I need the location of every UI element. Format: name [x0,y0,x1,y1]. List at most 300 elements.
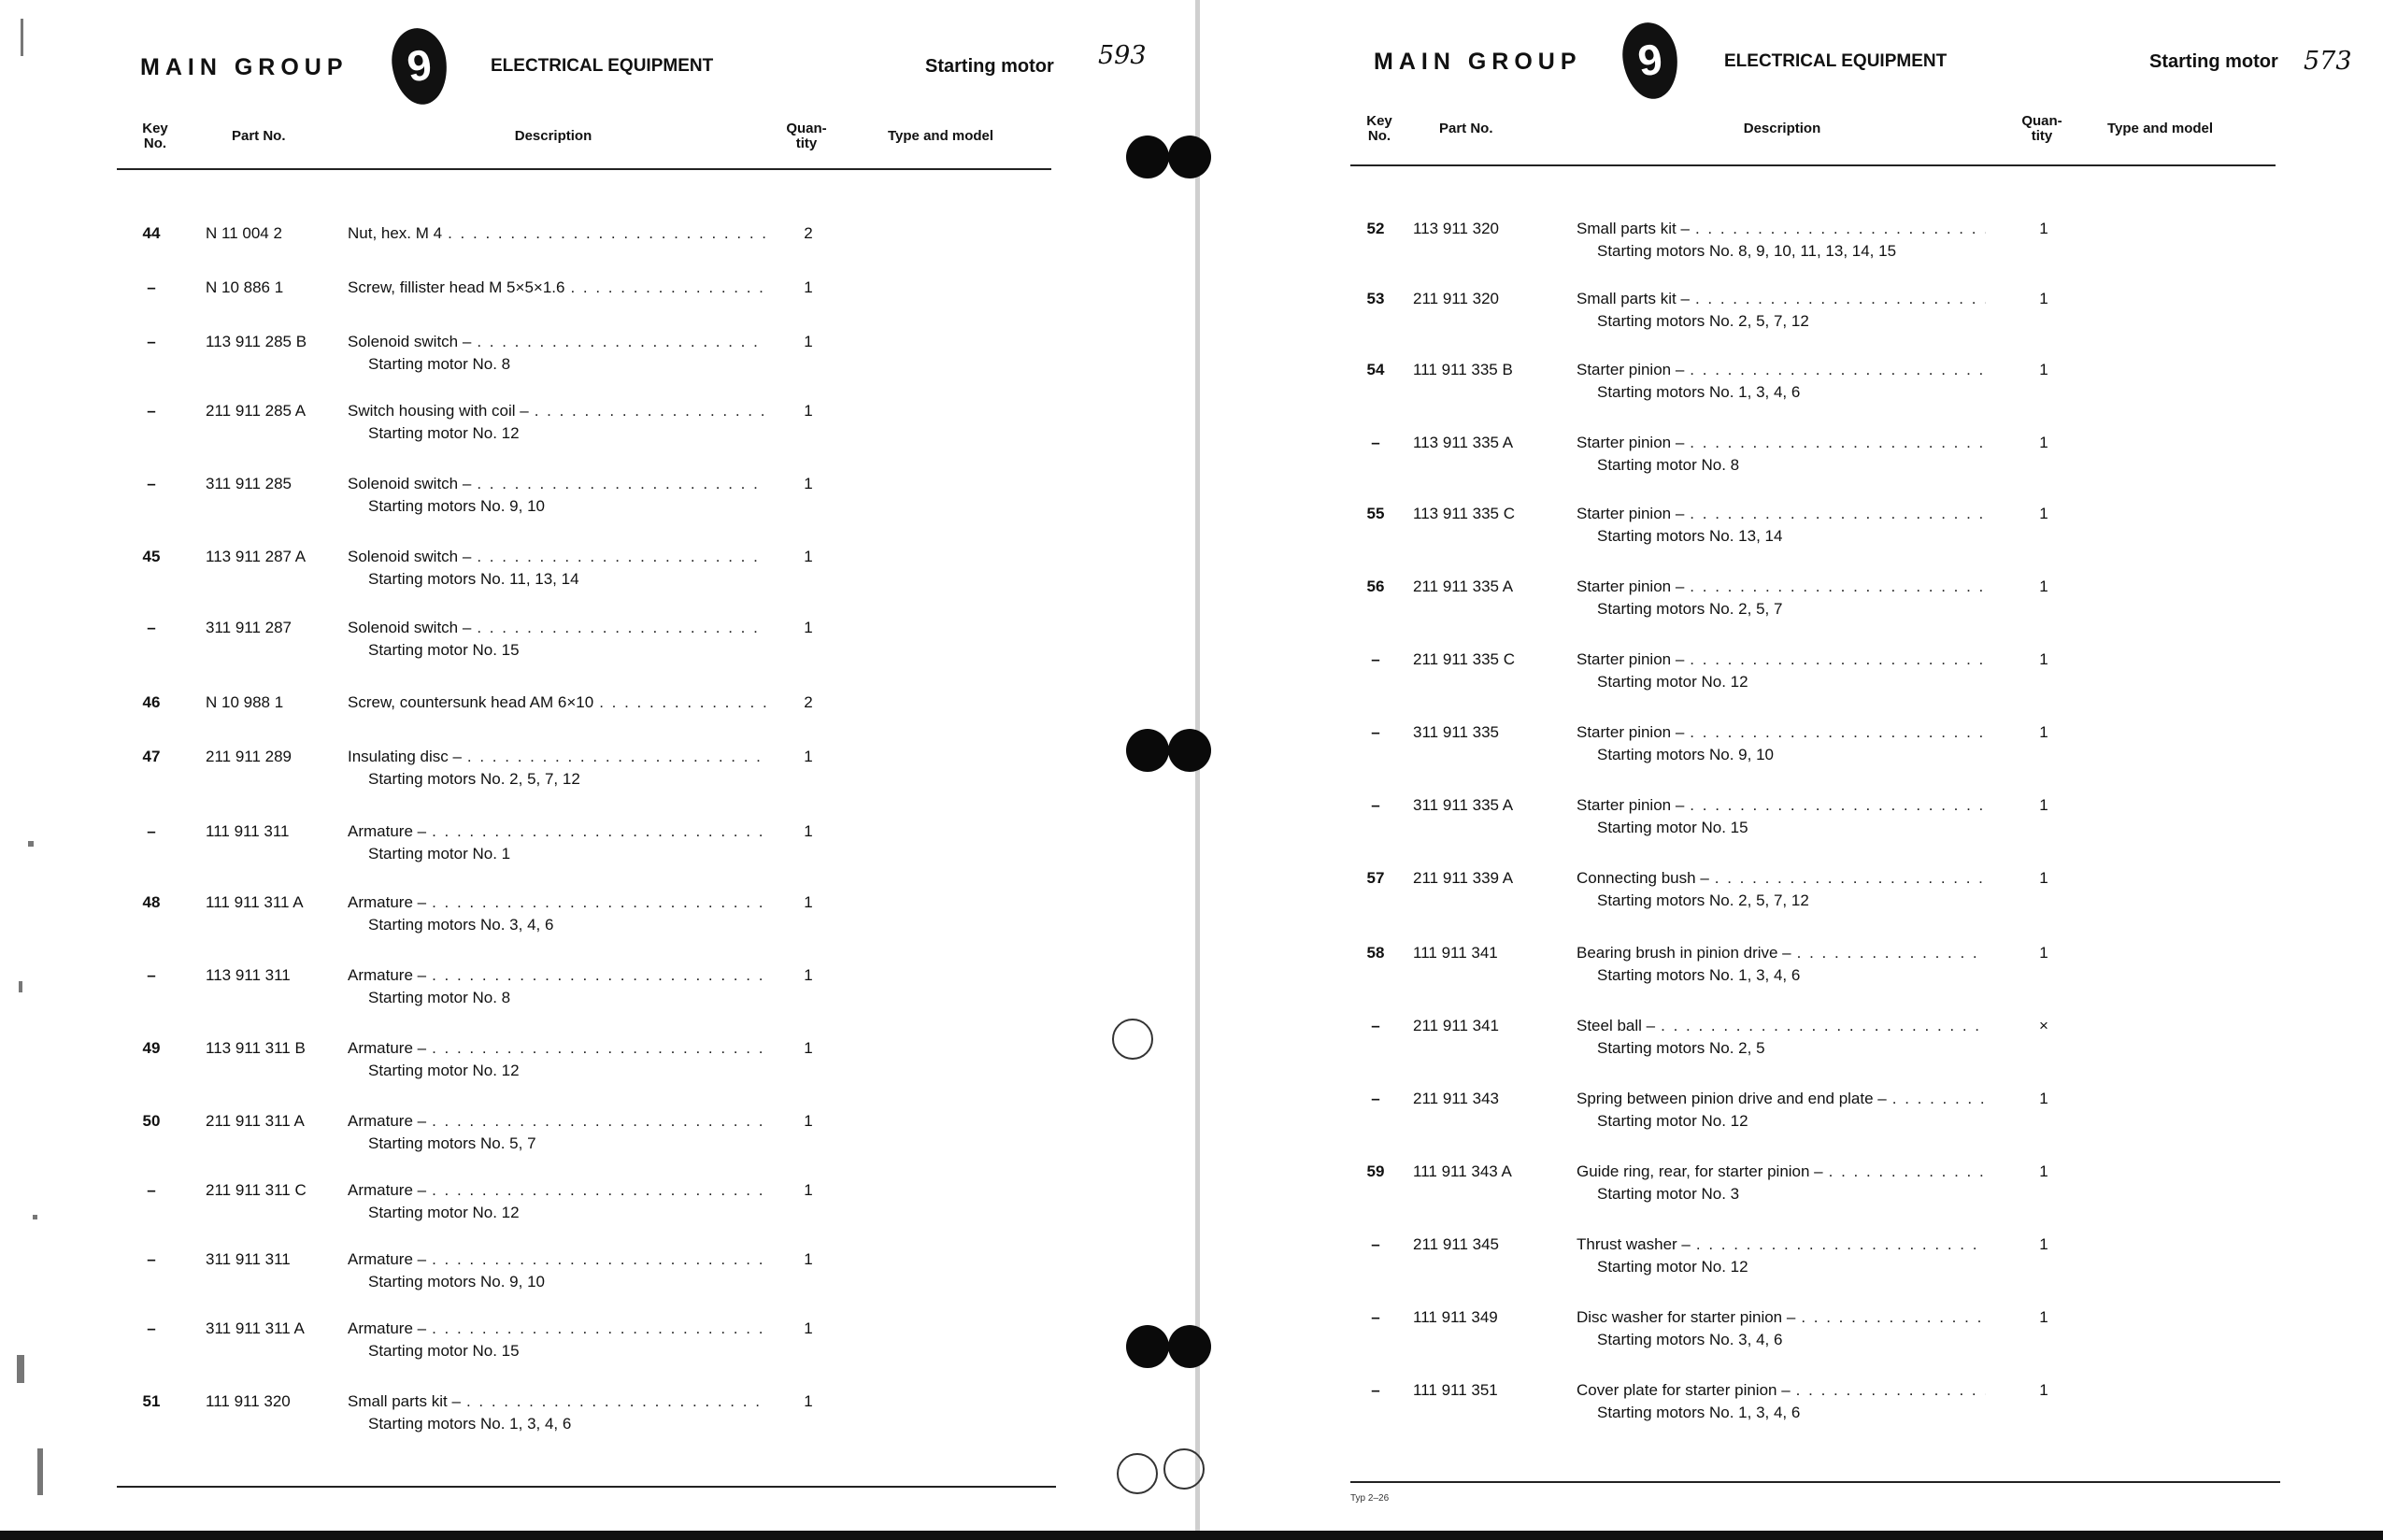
part-description [1577,578,1986,619]
description-text: Bearing brush in pinion drive – [1577,944,1791,962]
description-line [348,893,766,912]
description-text: Solenoid switch – [348,619,472,636]
part-number: N 10 886 1 [206,278,284,296]
part-description [348,1250,766,1291]
part-description [348,966,766,1007]
leader-dots [599,693,766,712]
description-line [348,966,766,985]
part-number: 311 911 335 A [1413,796,1514,814]
key-number: 51 [142,1392,161,1410]
scan-artifact [21,19,23,56]
description-text: Starter pinion – [1577,723,1685,741]
part-number: 211 911 345 [1413,1235,1500,1253]
leader-dots [570,278,766,297]
key-number: – [147,1319,156,1337]
leader-dots [477,548,766,566]
description-line [348,1181,766,1200]
model-applicability: Starting motor No. 3 [1597,1185,1740,1203]
quantity: 1 [804,822,813,840]
scan-artifact [33,1215,37,1219]
quantity: 1 [2039,869,2048,887]
binder-hole [1126,1325,1169,1368]
leader-dots [467,748,766,766]
model-applicability: Starting motor No. 12 [368,1062,520,1079]
quantity: 1 [804,475,813,492]
part-number: 311 911 335 [1413,723,1500,741]
model-applicability: Starting motor No. 8 [368,355,511,373]
leader-dots [1829,1162,1986,1181]
description-text: Switch housing with coil – [348,402,529,420]
description-line [1577,220,1986,238]
footer-rule [117,1486,1056,1488]
key-number: 49 [142,1039,161,1057]
catalog-page-right [1201,0,2383,1533]
part-number: N 11 004 2 [206,224,282,242]
leader-dots [1797,944,1986,962]
description-text: Steel ball – [1577,1017,1656,1034]
description-text: Solenoid switch – [348,333,472,350]
part-description [348,1319,766,1361]
description-text: Screw, fillister head M 5×5×1.6 [348,278,565,296]
leader-dots [448,224,766,243]
part-number: 111 911 343 A [1413,1162,1512,1180]
part-number: 111 911 311 A [206,893,304,911]
part-number: 111 911 311 [206,822,290,840]
key-number: 58 [1366,944,1385,962]
part-number: 211 911 320 [1413,290,1500,307]
key-number: 48 [142,893,161,911]
binder-hole-ring [1163,1448,1205,1490]
key-number: 47 [142,748,161,765]
quantity: 1 [2039,723,2048,741]
description-line [1577,1308,1986,1327]
model-applicability: Starting motors No. 13, 14 [1597,527,1783,545]
binder-hole [1126,729,1169,772]
description-text: Armature – [348,1319,427,1337]
key-number: – [1371,796,1380,814]
description-line [348,619,766,637]
part-number: 211 911 339 A [1413,869,1514,887]
description-text: Screw, countersunk head AM 6×10 [348,693,594,711]
description-text: Armature – [348,822,427,840]
leader-dots [477,475,766,493]
key-number: – [147,1250,156,1268]
part-description [348,619,766,660]
part-number: 111 911 341 [1413,944,1498,962]
model-applicability: Starting motors No. 8, 9, 10, 11, 13, 14, 15 [1597,242,1897,260]
description-line [1577,1017,1986,1035]
model-applicability: Starting motor No. 8 [368,989,511,1006]
part-number: 111 911 351 [1413,1381,1498,1399]
leader-dots [432,1039,766,1058]
leader-dots [1690,578,1986,596]
part-description [348,548,766,589]
column-header-part: Part No. [232,128,286,144]
description-line [1577,361,1986,379]
description-line [348,278,766,297]
part-number: 311 911 311 A [206,1319,305,1337]
key-number: 59 [1366,1162,1385,1180]
description-line [348,402,766,421]
model-applicability: Starting motors No. 2, 5, 7 [1597,600,1783,618]
scan-artifact [19,981,22,992]
part-number: 211 911 289 [206,748,293,765]
model-applicability: Starting motors No. 2, 5, 7, 12 [1597,891,1809,909]
scan-edge [0,1531,2383,1540]
model-applicability: Starting motors No. 2, 5, 7, 12 [368,770,580,788]
description-text: Solenoid switch – [348,548,472,565]
leader-dots [432,893,766,912]
model-applicability: Starting motors No. 11, 13, 14 [368,570,579,588]
part-number: 113 911 285 B [206,333,307,350]
part-description [348,333,766,374]
quantity: 1 [804,1319,813,1337]
part-description [348,822,766,863]
part-description [348,1181,766,1222]
key-number: – [147,619,156,636]
quantity: 1 [2039,1235,2048,1253]
part-number: 311 911 285 [206,475,293,492]
description-text: Spring between pinion drive and end plate – [1577,1090,1887,1107]
part-number: 211 911 343 [1413,1090,1500,1107]
part-number: 113 911 335 A [1413,434,1514,451]
model-applicability: Starting motor No. 8 [1597,456,1740,474]
quantity: 1 [804,748,813,765]
column-header-type: Type and model [2107,121,2214,136]
category-title: ELECTRICAL EQUIPMENT [1724,51,1948,71]
quantity: 1 [2039,1162,2048,1180]
key-number: – [1371,1381,1380,1399]
part-number: 113 911 287 A [206,548,307,565]
description-line [1577,869,1986,888]
description-text: Armature – [348,1112,427,1130]
description-line [1577,650,1986,669]
part-number: 211 911 335 C [1413,650,1516,668]
model-applicability: Starting motors No. 9, 10 [1597,746,1774,763]
binder-hole-ring [1112,1019,1153,1060]
leader-dots [432,966,766,985]
description-text: Starter pinion – [1577,578,1685,595]
key-number: – [147,278,156,296]
handwritten-page-number: 573 [2304,47,2352,76]
section-title: Starting motor [925,56,1054,77]
column-header-type: Type and model [888,128,994,144]
leader-dots [432,1250,766,1269]
key-number: – [147,966,156,984]
quantity: 1 [804,278,813,296]
leader-dots [1690,723,1986,742]
model-applicability: Starting motors No. 1, 3, 4, 6 [1597,1404,1801,1421]
description-line [348,1112,766,1131]
part-description [348,278,766,297]
description-text: Starter pinion – [1577,650,1685,668]
part-description [1577,290,1986,331]
part-description [348,748,766,789]
description-text: Armature – [348,966,427,984]
description-text: Guide ring, rear, for starter pinion – [1577,1162,1823,1180]
model-applicability: Starting motor No. 12 [1597,1112,1748,1130]
part-number: 113 911 311 [206,966,291,984]
column-header-description: Description [1743,121,1821,136]
part-description [1577,505,1986,546]
column-header-key: Key No. [142,121,168,151]
leader-dots [477,333,766,351]
key-number: – [147,402,156,420]
part-description [348,402,766,443]
description-text: Cover plate for starter pinion – [1577,1381,1791,1399]
model-applicability: Starting motor No. 12 [1597,1258,1748,1276]
leader-dots [1696,1235,1986,1254]
description-line [348,1250,766,1269]
category-title: ELECTRICAL EQUIPMENT [491,56,714,76]
key-number: – [147,333,156,350]
description-text: Small parts kit – [348,1392,461,1410]
leader-dots [535,402,766,421]
key-number: 44 [142,224,161,242]
quantity: 1 [2039,1090,2048,1107]
scan-artifact [17,1355,24,1383]
part-description [348,224,766,243]
part-description [1577,796,1986,837]
description-text: Thrust washer – [1577,1235,1691,1253]
key-number: 45 [142,548,161,565]
quantity: 2 [804,224,813,242]
quantity: 1 [804,1181,813,1199]
column-header-quantity: Quan-tity [2021,113,2062,144]
model-applicability: Starting motor No. 15 [368,641,520,659]
description-line [1577,723,1986,742]
description-line [348,1319,766,1338]
description-text: Armature – [348,1039,427,1057]
leader-dots [1690,796,1986,815]
description-text: Small parts kit – [1577,220,1690,237]
quantity: 1 [804,1039,813,1057]
key-number: – [1371,1235,1380,1253]
description-text: Nut, hex. M 4 [348,224,443,242]
key-number: 55 [1366,505,1385,522]
description-line [1577,1090,1986,1108]
key-number: – [1371,1308,1380,1326]
description-text: Starter pinion – [1577,796,1685,814]
quantity: 1 [2039,361,2048,378]
part-description [1577,1381,1986,1422]
key-number: 54 [1366,361,1385,378]
part-number: 113 911 320 [1413,220,1500,237]
model-applicability: Starting motor No. 12 [368,424,520,442]
description-text: Starter pinion – [1577,505,1685,522]
quantity: 2 [804,693,813,711]
leader-dots [432,822,766,841]
model-applicability: Starting motors No. 1, 3, 4, 6 [1597,966,1801,984]
part-description [348,1039,766,1080]
part-description [348,1392,766,1433]
description-line [1577,1162,1986,1181]
description-line [348,224,766,243]
description-text: Armature – [348,1181,427,1199]
group-number-badge: 9 [1619,19,1683,102]
key-number: – [1371,434,1380,451]
description-line [1577,505,1986,523]
key-number: – [1371,650,1380,668]
model-applicability: Starting motors No. 2, 5, 7, 12 [1597,312,1809,330]
key-number: – [1371,1090,1380,1107]
part-number: 211 911 311 C [206,1181,307,1199]
description-text: Connecting bush – [1577,869,1709,887]
model-applicability: Starting motor No. 12 [368,1204,520,1221]
key-number: – [147,475,156,492]
key-number: 52 [1366,220,1385,237]
key-number: 53 [1366,290,1385,307]
quantity: 1 [804,1250,813,1268]
description-line [348,333,766,351]
model-applicability: Starting motors No. 3, 4, 6 [368,916,554,934]
description-text: Starter pinion – [1577,361,1685,378]
part-description [1577,723,1986,764]
leader-dots [477,619,766,637]
part-description [348,475,766,516]
part-number: 111 911 335 B [1413,361,1513,378]
quantity: 1 [804,1112,813,1130]
main-group-title: MAIN GROUP [140,54,349,80]
key-number: – [147,1181,156,1199]
quantity: 1 [804,619,813,636]
description-text: Solenoid switch – [348,475,472,492]
model-applicability: Starting motor No. 15 [368,1342,520,1360]
leader-dots [1796,1381,1986,1400]
quantity: 1 [2039,1308,2048,1326]
part-number: 113 911 311 B [206,1039,306,1057]
quantity: 1 [2039,290,2048,307]
description-line [348,1039,766,1058]
binder-hole-ring [1117,1453,1158,1494]
leader-dots [1690,650,1986,669]
leader-dots [1715,869,1986,888]
description-line [348,1392,766,1411]
column-header-quantity: Quan-tity [786,121,827,151]
description-line [348,548,766,566]
leader-dots [466,1392,766,1411]
quantity: 1 [2039,578,2048,595]
key-number: 50 [142,1112,161,1130]
leader-dots [1690,361,1986,379]
part-description [348,1112,766,1153]
leader-dots [432,1319,766,1338]
description-line [1577,1381,1986,1400]
leader-dots [1801,1308,1986,1327]
key-number: 46 [142,693,161,711]
part-description [1577,1090,1986,1131]
description-line [348,748,766,766]
model-applicability: Starting motors No. 5, 7 [368,1134,536,1152]
description-line [1577,290,1986,308]
leader-dots [1690,505,1986,523]
quantity: 1 [2039,796,2048,814]
part-description [1577,361,1986,402]
part-number: 113 911 335 C [1413,505,1516,522]
column-header-key: Key No. [1366,113,1392,144]
description-line [1577,796,1986,815]
quantity: 1 [804,548,813,565]
footer-rule [1350,1481,2280,1483]
binder-hole [1126,135,1169,178]
part-number: 311 911 311 [206,1250,291,1268]
leader-dots [1690,434,1986,452]
description-line [1577,434,1986,452]
header-rule [117,168,1051,170]
part-description [1577,434,1986,475]
part-number: 111 911 349 [1413,1308,1498,1326]
leader-dots [432,1112,766,1131]
main-group-title: MAIN GROUP [1374,49,1582,75]
column-header-description: Description [514,128,592,144]
description-line [1577,1235,1986,1254]
model-applicability: Starting motor No. 1 [368,845,511,863]
quantity: 1 [2039,944,2048,962]
description-text: Disc washer for starter pinion – [1577,1308,1796,1326]
part-description [1577,1017,1986,1058]
model-applicability: Starting motors No. 3, 4, 6 [1597,1331,1783,1348]
quantity: 1 [2039,505,2048,522]
part-description [1577,944,1986,985]
part-description [1577,1308,1986,1349]
description-text: Armature – [348,893,427,911]
description-line [348,822,766,841]
quantity: 1 [2039,650,2048,668]
description-line [1577,944,1986,962]
description-text: Armature – [348,1250,427,1268]
part-description [348,893,766,934]
part-number: 211 911 341 [1413,1017,1500,1034]
scan-artifact [28,841,34,847]
quantity: 1 [804,966,813,984]
leader-dots [1695,220,1986,238]
description-line [348,693,766,712]
model-applicability: Starting motors No. 2, 5 [1597,1039,1765,1057]
footer-note: Typ 2–26 [1350,1493,1390,1504]
part-description [1577,1235,1986,1276]
quantity: × [2039,1017,2048,1034]
quantity: 1 [2039,1381,2048,1399]
description-line [1577,578,1986,596]
description-text: Insulating disc – [348,748,462,765]
model-applicability: Starting motors No. 9, 10 [368,497,545,515]
quantity: 1 [2039,220,2048,237]
part-description [1577,650,1986,692]
key-number: – [147,822,156,840]
model-applicability: Starting motor No. 15 [1597,819,1748,836]
model-applicability: Starting motors No. 1, 3, 4, 6 [1597,383,1801,401]
group-number-badge: 9 [388,24,452,107]
binder-hole [1168,729,1211,772]
leader-dots [1695,290,1986,308]
key-number: 56 [1366,578,1385,595]
catalog-page-left [0,0,1192,1533]
part-number: 211 911 311 A [206,1112,305,1130]
leader-dots [1661,1017,1986,1035]
part-description [348,693,766,712]
description-text: Starter pinion – [1577,434,1685,451]
part-number: 211 911 335 A [1413,578,1514,595]
model-applicability: Starting motor No. 12 [1597,673,1748,691]
key-number: – [1371,723,1380,741]
description-text: Small parts kit – [1577,290,1690,307]
quantity: 1 [804,893,813,911]
handwritten-page-number: 593 [1098,41,1147,70]
leader-dots [432,1181,766,1200]
quantity: 1 [804,1392,813,1410]
quantity: 1 [804,333,813,350]
model-applicability: Starting motors No. 9, 10 [368,1273,545,1290]
